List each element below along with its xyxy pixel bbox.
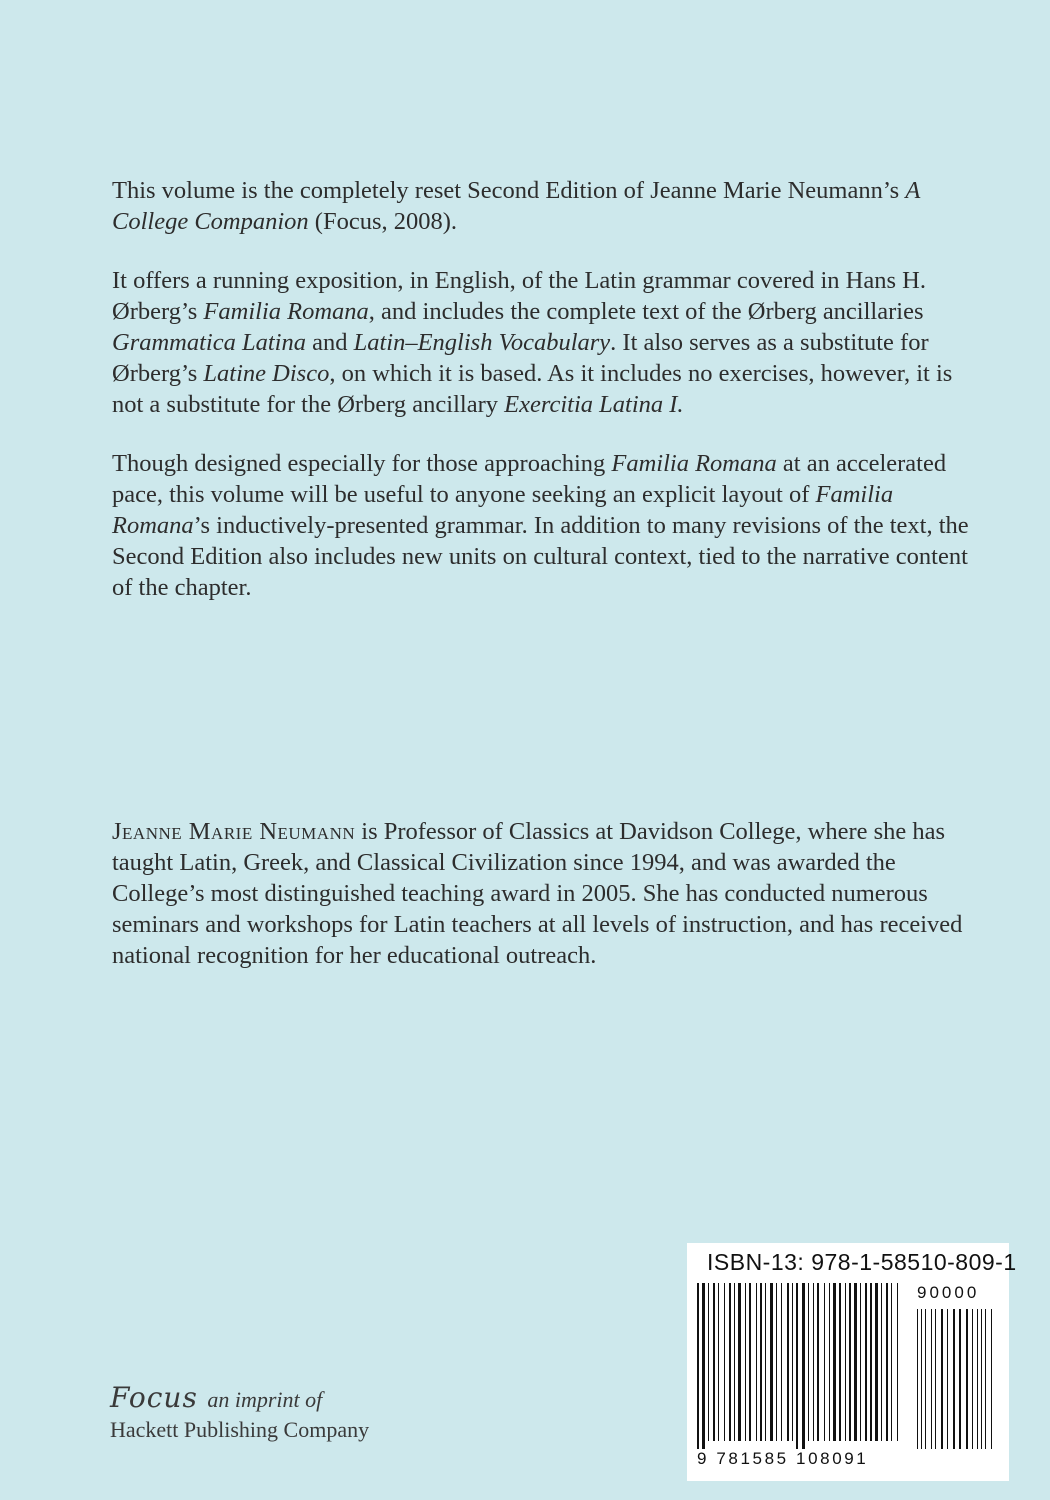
blurb-paragraph-2 [112, 265, 972, 420]
barcode-bar [839, 1283, 841, 1441]
addon-bar [947, 1309, 948, 1449]
addon-bar [985, 1309, 986, 1449]
back-cover-blurb [112, 175, 972, 631]
barcode-bar [845, 1283, 846, 1441]
barcode-bar [729, 1283, 731, 1441]
barcode-bar [760, 1283, 762, 1441]
barcode-bar [849, 1283, 851, 1441]
book-title: Familia Romana [611, 450, 777, 477]
addon-bar [941, 1309, 943, 1449]
book-title: Familia Romana [203, 298, 369, 325]
imprint-tagline: an imprint of [207, 1387, 323, 1412]
barcode-bar [897, 1283, 898, 1441]
barcode-bar [860, 1283, 861, 1441]
blurb-paragraph-1 [112, 175, 972, 237]
barcode-bar [881, 1283, 882, 1441]
author-bio [112, 816, 972, 971]
blurb-text: , and includes the complete text of the Ørberg ancillaries [368, 298, 924, 325]
barcode-bar [738, 1283, 741, 1441]
blurb-text: at an accelerated pace, this volume will be useful to anyone seeking an explicit layout of [112, 450, 947, 508]
barcode-bar [796, 1283, 798, 1449]
price-code: 90000 [917, 1283, 980, 1302]
book-title: Latine Disco [203, 360, 330, 387]
addon-bar [981, 1309, 982, 1449]
barcode-bar [745, 1283, 746, 1441]
barcode-bar [802, 1283, 805, 1449]
publisher-imprint [110, 1383, 369, 1445]
addon-bar [925, 1309, 926, 1449]
barcode-bar [808, 1283, 809, 1441]
barcode-bar [776, 1283, 777, 1441]
blurb-text: , on which it is based. As it includes no exercises, however, it is not a substitute for the Ørberg ancillary [112, 360, 953, 418]
blurb-paragraph-3 [112, 448, 972, 603]
focus-logo: Focus [110, 1381, 198, 1414]
addon-bar [991, 1309, 992, 1449]
addon-bar [977, 1309, 978, 1449]
addon-bar [972, 1309, 973, 1449]
isbn-barcode [687, 1243, 1017, 1481]
barcode-bar [833, 1283, 836, 1441]
addon-bar [953, 1309, 955, 1449]
barcode-bar [813, 1283, 814, 1441]
book-title: Latin–English Vocabulary [353, 329, 611, 356]
barcode-bar [875, 1283, 878, 1441]
barcode-bar [734, 1283, 735, 1441]
barcode-bar [865, 1283, 867, 1441]
barcode-bar [718, 1283, 719, 1441]
barcode-bars [695, 1283, 1001, 1449]
barcode-bar [781, 1283, 782, 1441]
blurb-text: and [305, 329, 354, 356]
barcode-bar [829, 1283, 830, 1441]
barcode-bar [708, 1283, 709, 1441]
addon-bar [921, 1309, 922, 1449]
book-title: Familia Romana [112, 481, 894, 539]
addon-bar [935, 1309, 936, 1449]
blurb-text: (Focus, 2008). [308, 208, 458, 235]
author-bio-text: is Professor of Classics at Davidson College, where she has taught Latin, Greek, and Classical Civilization since 1994, and was awarded the College’s most distinguished teaching award in 2005. She has conducted numerous seminars and workshops for Latin teachers at all levels of instruction, and has received national recognition for her educational outreach. [112, 818, 963, 969]
addon-bar [966, 1309, 968, 1449]
barcode-bar [713, 1283, 715, 1441]
blurb-text: Though designed especially for those approaching [112, 450, 612, 477]
publisher-name: Hackett Publishing Company [110, 1417, 370, 1442]
blurb-text: . It also serves as a substitute for Ørberg’s [112, 329, 929, 387]
barcode-bar [770, 1283, 773, 1441]
barcode-bar [765, 1283, 766, 1441]
addon-bar [917, 1309, 918, 1449]
barcode-bar [891, 1283, 892, 1441]
book-title: Grammatica Latina [112, 329, 306, 356]
blurb-text: This volume is the completely reset Second Edition of Jeanne Marie Neumann’s [112, 177, 906, 204]
addon-bar [931, 1309, 932, 1449]
isbn-label: ISBN-13: 978-1-58510-809-1 [707, 1249, 1017, 1275]
author-name: Jeanne Marie Neumann [112, 818, 356, 845]
barcode-bar [749, 1283, 751, 1441]
barcode-digits: 9 781585 108091 [697, 1449, 869, 1468]
barcode-bar [702, 1283, 705, 1449]
addon-bar [959, 1309, 961, 1449]
barcode-bar [756, 1283, 757, 1441]
barcode-bar [870, 1283, 872, 1441]
barcode-bar [787, 1283, 789, 1441]
barcode-bar [854, 1283, 857, 1441]
publisher-line-1 [110, 1383, 369, 1415]
barcode-bar [724, 1283, 725, 1441]
blurb-text: ’s inductively-presented grammar. In addition to many revisions of the text, the Second Edition also includes new units on cultural context, tied to the narrative content of the chapter. [112, 512, 969, 601]
barcode-bar [697, 1283, 699, 1449]
author-bio-paragraph [112, 816, 972, 971]
barcode-bar [824, 1283, 825, 1441]
blurb-text: It offers a running exposition, in English, of the Latin grammar covered in Hans H. Ørberg’s [112, 267, 926, 325]
barcode-bar [817, 1283, 819, 1441]
barcode-bar [886, 1283, 888, 1441]
book-title: Exercitia Latina I. [504, 391, 684, 418]
book-title: A College Companion [112, 177, 920, 235]
barcode-bar [792, 1283, 793, 1441]
